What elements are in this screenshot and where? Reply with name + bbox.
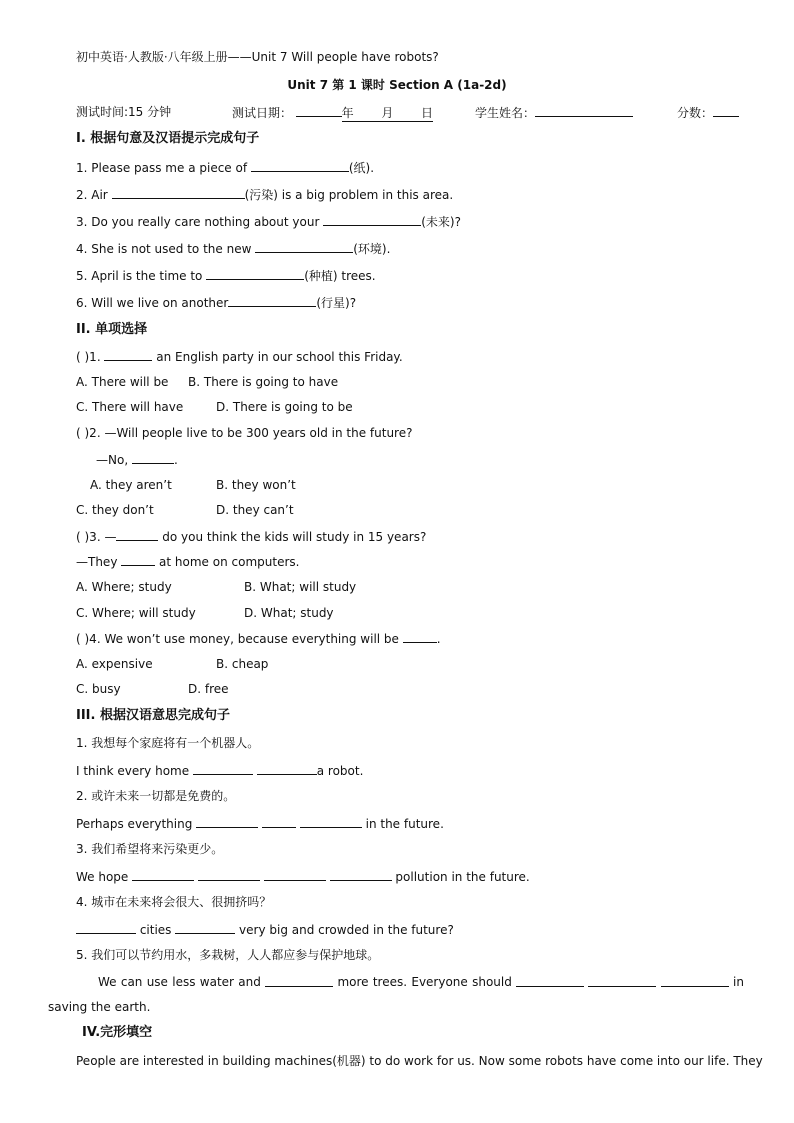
s3-english-5-cont: saving the earth. [48, 1000, 151, 1014]
answer-blank[interactable] [206, 267, 304, 280]
answer-blank[interactable] [104, 348, 152, 361]
s1-question-5: 5. April is the time to (种植) trees. [76, 269, 376, 283]
answer-blank[interactable] [198, 868, 260, 881]
answer-blank[interactable] [251, 159, 349, 172]
s1-question-3: 3. Do you really care nothing about your (未来)? [76, 215, 461, 229]
answer-blank[interactable] [262, 815, 296, 828]
s2-question-2-reply: —No, . [96, 453, 178, 467]
s2-question-3-reply: —They at home on computers. [76, 555, 300, 569]
option-c[interactable]: C. they don’t [76, 503, 154, 517]
score-label: 分数： [677, 106, 714, 120]
option-d[interactable]: D. free [188, 682, 229, 696]
option-d[interactable]: D. There is going to be [216, 400, 353, 414]
option-b[interactable]: B. There is going to have [188, 375, 339, 389]
s3-english-4: cities very big and crowded in the future? [76, 921, 454, 938]
student-name [475, 104, 633, 121]
s3-english-5: We can use less water and more trees. Everyone should in [98, 975, 744, 989]
answer-blank[interactable] [193, 762, 253, 775]
s1-question-4: 4. She is not used to the new (环境). [76, 242, 391, 256]
answer-blank[interactable] [121, 553, 155, 566]
year-label: 年 [341, 106, 354, 120]
answer-blank[interactable] [661, 974, 729, 987]
test-date [232, 104, 433, 122]
answer-blank[interactable] [403, 630, 437, 643]
answer-blank[interactable] [76, 921, 136, 934]
answer-blank[interactable] [112, 186, 245, 199]
answer-blank[interactable] [264, 868, 326, 881]
s3-english-1: I think every home a robot. [76, 764, 364, 778]
answer-blank[interactable] [116, 528, 158, 541]
section-2-heading: II. 单项选择 [76, 322, 148, 337]
option-d[interactable]: D. they can’t [216, 503, 294, 517]
option-d[interactable]: D. What; study [244, 606, 334, 620]
answer-blank[interactable] [323, 213, 421, 226]
option-b[interactable]: B. they won’t [216, 478, 296, 492]
answer-blank[interactable] [132, 868, 194, 881]
option-a[interactable]: A. expensive [76, 657, 153, 671]
answer-blank[interactable] [228, 294, 316, 307]
date-label: 测试日期： [232, 106, 293, 120]
answer-blank[interactable] [330, 868, 392, 881]
course-header: 初中英语·人教版·八年级上册——Unit 7 Will people have robots? [76, 50, 439, 64]
lesson-title: Unit 7 第 1 课时 Section A (1a-2d) [287, 78, 507, 92]
score [677, 104, 739, 121]
option-c[interactable]: C. There will have [76, 400, 184, 414]
option-a[interactable]: A. they aren’t [90, 478, 172, 492]
score-blank[interactable] [713, 104, 739, 117]
s2-question-2: ( )2. —Will people live to be 300 years old in the future? [76, 426, 413, 440]
answer-blank[interactable] [588, 974, 656, 987]
s2-question-3: ( )3. — do you think the kids will study in 15 years? [76, 530, 427, 544]
s3-chinese-2: 2. 或许未来一切都是免费的。 [76, 789, 236, 803]
section-3-heading: III. 根据汉语意思完成句子 [76, 708, 230, 723]
s1-question-1: 1. Please pass me a piece of (纸). [76, 161, 375, 175]
s3-chinese-1: 1. 我想每个家庭将有一个机器人。 [76, 736, 260, 750]
s2-question-4: ( )4. We won’t use money, because everything will be . [76, 632, 441, 646]
answer-blank[interactable] [300, 815, 362, 828]
option-c[interactable]: C. Where; will study [76, 606, 196, 620]
name-label: 学生姓名： [475, 106, 536, 120]
section-1-heading: I. 根据句意及汉语提示完成句子 [76, 131, 260, 146]
s3-chinese-5: 5. 我们可以节约用水，多栽树，人人都应参与保护地球。 [76, 948, 380, 962]
month-label: 月 [381, 106, 394, 120]
answer-blank[interactable] [265, 974, 333, 987]
cloze-passage-line: People are interested in building machines(机器) to do work for us. Now some robots have come into our life. They [76, 1054, 763, 1068]
s1-question-6: 6. Will we live on another (行星)? [76, 296, 357, 310]
year-blank[interactable] [296, 104, 342, 117]
option-c[interactable]: C. busy [76, 682, 121, 696]
answer-blank[interactable] [196, 815, 258, 828]
option-b[interactable]: B. What; will study [244, 580, 357, 594]
s3-chinese-4: 4. 城市在未来将会很大、很拥挤吗？ [76, 895, 272, 909]
answer-blank[interactable] [132, 451, 174, 464]
s3-chinese-3: 3. 我们希望将来污染更少。 [76, 842, 224, 856]
s3-english-3: We hope pollution in the future. [76, 870, 530, 884]
option-b[interactable]: B. cheap [216, 657, 269, 671]
answer-blank[interactable] [175, 921, 235, 934]
section-4-heading: IV.完形填空 [82, 1025, 153, 1040]
day-label: 日 [421, 106, 434, 120]
s1-question-2: 2. Air (污染) is a big problem in this area. [76, 188, 454, 202]
option-a[interactable]: A. There will be [76, 375, 169, 389]
s3-english-2: Perhaps everything in the future. [76, 817, 444, 831]
answer-blank[interactable] [516, 974, 584, 987]
s2-question-1: ( )1. an English party in our school this Friday. [76, 350, 403, 364]
option-a[interactable]: A. Where; study [76, 580, 172, 594]
test-time: 测试时间:15 分钟 [76, 105, 172, 119]
name-blank[interactable] [535, 104, 633, 117]
answer-blank[interactable] [257, 762, 317, 775]
answer-blank[interactable] [255, 240, 353, 253]
